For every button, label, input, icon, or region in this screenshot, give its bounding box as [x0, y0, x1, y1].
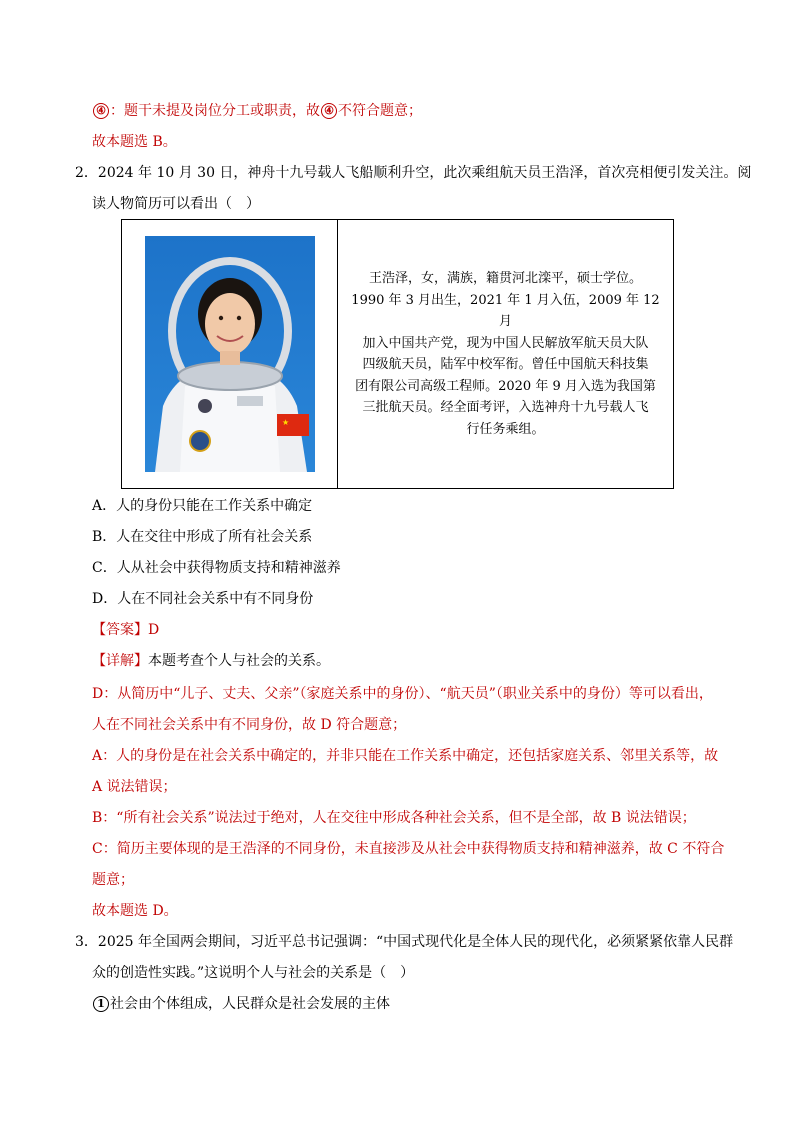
detail-intro: 本题考查个人与社会的关系。	[148, 653, 330, 669]
q2-stem-line2: 读人物简历可以看出（ ）	[92, 196, 260, 212]
bio-line: 团有限公司高级工程师。2020 年 9 月入选为我国第	[355, 378, 656, 394]
svg-text:★: ★	[281, 418, 289, 427]
q2-stem-line1	[75, 163, 751, 183]
profile-table	[121, 219, 674, 489]
analysis-line: D：从简历中“儿子、丈夫、父亲”（家庭关系中的身份）、“航天员”（职业关系中的身份）等可以看出，	[92, 686, 713, 702]
q2-number: 2．	[75, 165, 98, 181]
q2-stem-text1: 2024 年 10 月 30 日，神舟十九号载人飞船顺利升空，此次乘组航天员王浩泽，首次亮相便引发关注。阅	[97, 165, 752, 181]
bio-line: 加入中国共产党，现为中国人民解放军航天员大队	[362, 335, 649, 351]
analysis-line: B：“所有社会关系”说法过于绝对，人在交往中形成各种社会关系，但不是全部，故 B 说法错误；	[92, 810, 696, 826]
q2-detail	[92, 651, 330, 671]
analysis-line: C：简历主要体现的是王浩泽的不同身份，未直接涉及从社会中获得物质支持和精神滋养，故 C 不符合	[92, 841, 725, 857]
analysis-line: 题意；	[92, 872, 134, 888]
analysis-line: 人在不同社会关系中有不同身份，故 D 符合题意；	[92, 717, 407, 733]
bio-line: 行任务乘组。	[466, 421, 545, 437]
prev-conclusion: 故本题选 B。	[92, 134, 177, 150]
bio-line: 四级航天员，陆军中校军衔。曾任中国航天科技集	[362, 357, 649, 372]
circled-4-mark-inline: ④	[321, 103, 337, 119]
bio-text	[338, 268, 673, 440]
prev-item4-text-b: 不符合题意；	[338, 103, 422, 119]
analysis-line: A 说法错误；	[92, 779, 177, 795]
bio-line: 王浩泽，女，满族，籍贯河北滦平，硕士学位。	[368, 271, 642, 286]
q3-number: 3．	[75, 934, 98, 950]
circled-1-mark: 1	[93, 996, 109, 1012]
detail-label: 【详解】	[92, 653, 148, 669]
q2-option-a: A．人的身份只能在工作关系中确定	[92, 498, 313, 514]
bio-line: 1990 年 3 月出生，2021 年 1 月入伍，2009 年 12 月	[351, 292, 660, 329]
photo-cell	[122, 220, 338, 489]
q3-item1	[92, 994, 390, 1014]
q2-option-c: C．人从社会中获得物质支持和精神滋养	[92, 560, 341, 576]
q2-option-b: B．人在交往中形成了所有社会关系	[92, 529, 313, 545]
q3-stem-text1: 2025 年全国两会期间，习近平总书记强调：“中国式现代化是全体人民的现代化，必须紧紧依靠人民群	[97, 934, 734, 950]
circled-4-mark: ④	[93, 103, 109, 119]
astronaut-photo	[145, 236, 315, 472]
prev-item4-text-a: ：题干未提及岗位分工或职责，故	[110, 103, 320, 119]
answer-label: 【答案】	[92, 622, 148, 638]
q2-option-d: D．人在不同社会关系中有不同身份	[92, 591, 314, 607]
q3-stem-line1	[75, 932, 733, 952]
bio-cell	[338, 220, 674, 489]
analysis-line: A：人的身份是在社会关系中确定的，并非只能在工作关系中确定，还包括家庭关系、邻里关系等，故	[92, 748, 719, 764]
answer-value: D	[148, 622, 160, 638]
q3-item1-text: 社会由个体组成，人民群众是社会发展的主体	[110, 996, 390, 1012]
prev-item4-line	[92, 101, 422, 121]
bio-line: 三批航天员。经全面考评，入选神舟十九号载人飞	[362, 400, 649, 415]
q3-stem-line2: 众的创造性实践。”这说明个人与社会的关系是（ ）	[92, 965, 415, 981]
q2-answer	[92, 620, 159, 640]
q2-conclusion: 故本题选 D。	[92, 903, 178, 919]
